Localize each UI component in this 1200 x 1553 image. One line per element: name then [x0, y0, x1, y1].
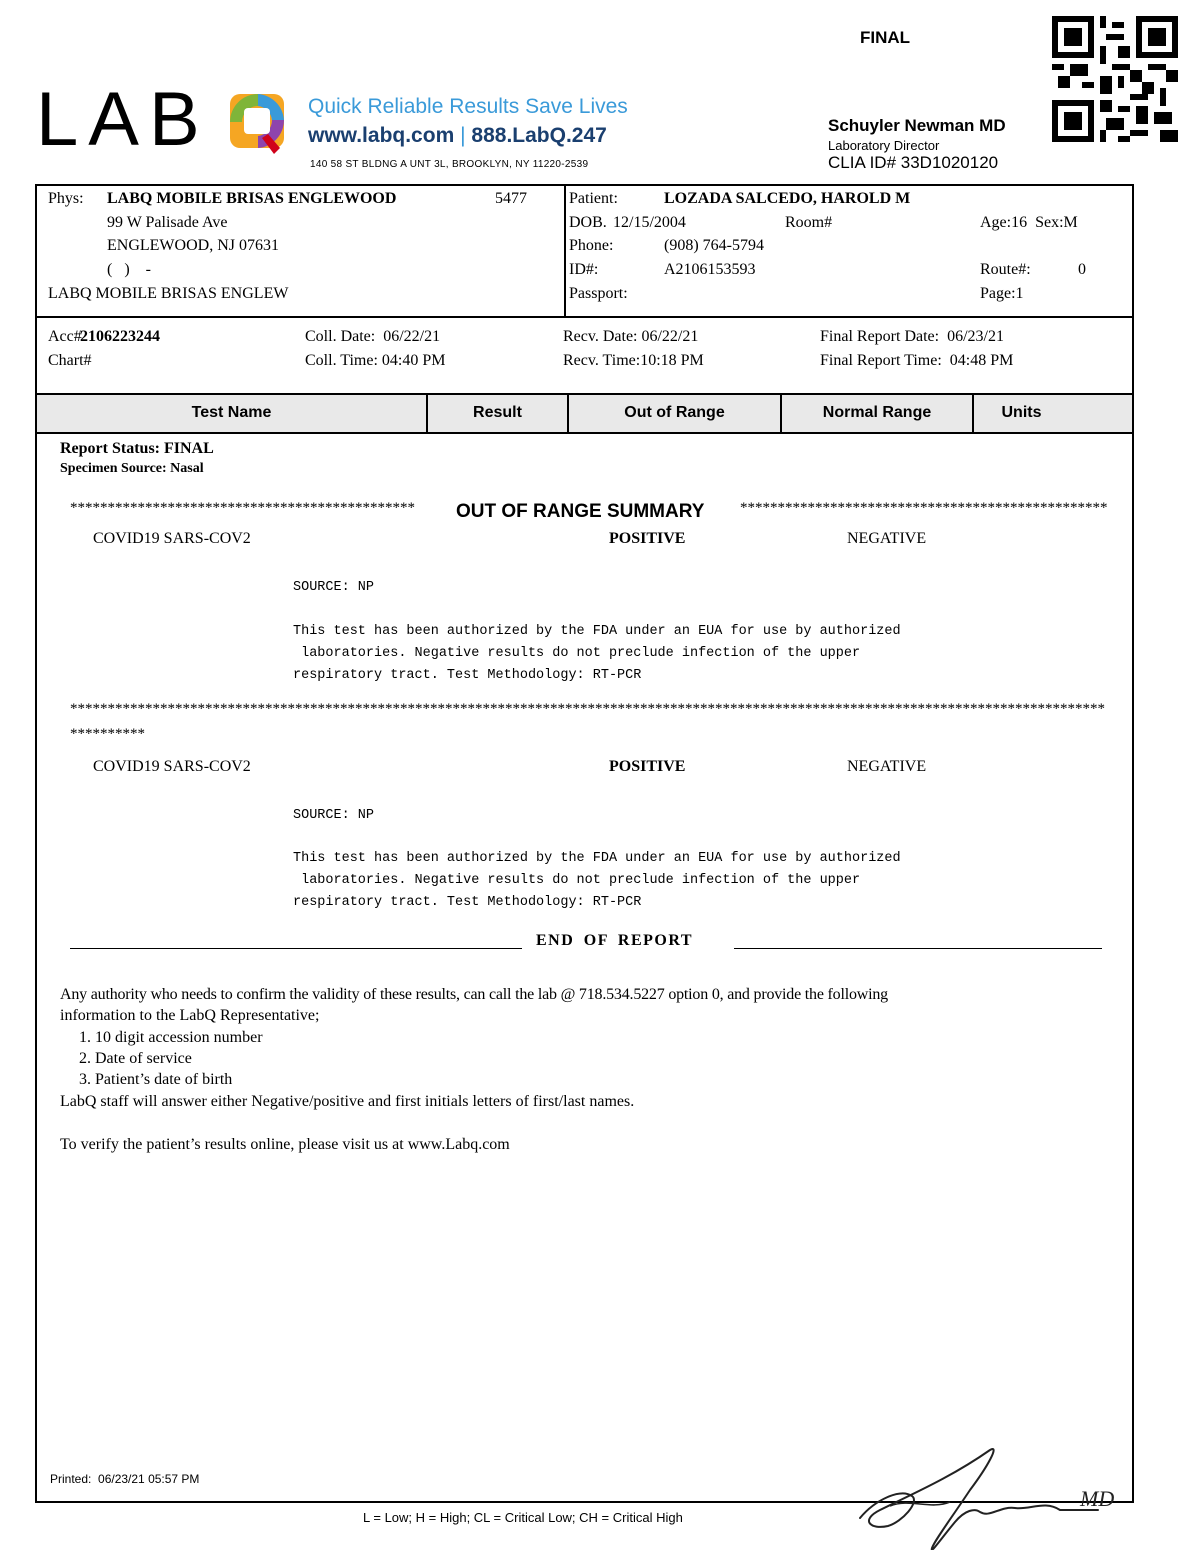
verification-item: 2. Date of service [79, 1050, 192, 1067]
report-status-final: FINAL [860, 28, 911, 47]
dob-label: DOB. [569, 214, 607, 231]
phone-label: Phone: [569, 237, 614, 254]
collection-date: Coll. Date: 06/22/21 [305, 328, 441, 345]
report-status: Report Status: FINAL [60, 440, 214, 457]
patient-id: A2106153593 [664, 261, 756, 278]
divider [35, 432, 1134, 434]
end-rule-right [734, 948, 1102, 949]
test-name: COVID19 SARS-COV2 [93, 530, 251, 547]
physician-phone: ( ) - [107, 261, 151, 278]
verification-item: 3. Patient’s date of birth [79, 1071, 233, 1088]
accession-label: Acc# [48, 328, 82, 345]
received-date: Recv. Date: 06/22/21 [563, 328, 699, 345]
route-value: 0 [1078, 261, 1086, 278]
final-report-time: Final Report Time: 04:48 PM [820, 352, 1014, 369]
out-of-range-value: POSITIVE [609, 758, 686, 775]
test-name: COVID19 SARS-COV2 [93, 758, 251, 775]
age-sex: Age:16 Sex:M [980, 214, 1078, 231]
patient-name: LOZADA SALCEDO, HAROLD M [664, 190, 911, 207]
physician-location: LABQ MOBILE BRISAS ENGLEW [48, 285, 289, 302]
column-test-name: Test Name [191, 404, 272, 421]
normal-range-value: NEGATIVE [847, 530, 927, 547]
specimen-source: Specimen Source: Nasal [60, 461, 204, 476]
patient-phone: (908) 764-5794 [664, 237, 764, 254]
result-comment-line: respiratory tract. Test Methodology: RT-PCR [293, 895, 642, 910]
verification-text: LabQ staff will answer either Negative/positive and first initials letters of first/last names. [60, 1093, 635, 1110]
column-result: Result [473, 404, 522, 421]
column-normal-range: Normal Range [822, 404, 932, 421]
star-separator: ********************************************** [70, 500, 415, 516]
star-separator: ************************************************* [740, 500, 1108, 516]
lab-phone: 888.LabQ.247 [471, 124, 607, 147]
lab-address: 140 58 ST BLDNG A UNT 3L, BROOKLYN, NY 11220-2539 [310, 159, 589, 170]
end-rule-left [70, 948, 522, 949]
physician-name: LABQ MOBILE BRISAS ENGLEWOOD [107, 190, 397, 207]
divider [35, 316, 1134, 318]
labq-logo-text: LAB [36, 77, 210, 162]
column-units: Units [1001, 404, 1042, 421]
column-out-of-range: Out of Range [624, 404, 725, 421]
physician-label: Phys: [48, 190, 84, 207]
out-of-range-value: POSITIVE [609, 530, 686, 547]
dob-value: 12/15/2004 [613, 214, 686, 231]
id-label: ID#: [569, 261, 599, 278]
final-report-date: Final Report Date: 06/23/21 [820, 328, 1004, 345]
out-of-range-summary-heading: OUT OF RANGE SUMMARY [456, 501, 705, 522]
printed-timestamp: Printed: 06/23/21 05:57 PM [50, 1472, 200, 1486]
room-label: Room# [785, 214, 833, 231]
route-label: Route#: [980, 261, 1031, 278]
result-comment-line: respiratory tract. Test Methodology: RT-PCR [293, 668, 642, 683]
received-time: Recv. Time:10:18 PM [563, 352, 704, 369]
result-comment-line: laboratories. Negative results do not preclude infection of the upper [293, 646, 861, 661]
website-phone-line [308, 124, 607, 148]
director-name: Schuyler Newman MD [828, 116, 1006, 135]
labq-logo-q-icon [228, 92, 292, 156]
page-number: Page:1 [980, 285, 1024, 302]
accession-number: 2106223244 [80, 328, 160, 345]
star-separator: ********** [70, 726, 145, 742]
online-verification-text: To verify the patient’s results online, please visit us at www.Labq.com [60, 1136, 510, 1153]
physician-address1: 99 W Palisade Ave [107, 214, 228, 231]
star-separator: ****************************************************************************************************************************************** [70, 701, 1105, 717]
patient-label: Patient: [569, 190, 618, 207]
result-comment-line: This test has been authorized by the FDA under an EUA for use by authorized [293, 624, 901, 639]
result-comment-line: laboratories. Negative results do not preclude infection of the upper [293, 873, 861, 888]
chart-label: Chart# [48, 352, 92, 369]
verification-text: information to the LabQ Representative; [60, 1007, 320, 1024]
website-link[interactable]: www.labq.com [308, 124, 455, 147]
qr-code [1052, 16, 1178, 142]
signature-suffix: MD [1080, 1486, 1115, 1511]
clia-id: CLIA ID# 33D1020120 [828, 153, 999, 172]
report-frame [35, 184, 1134, 1503]
verification-item: 1. 10 digit accession number [79, 1029, 263, 1046]
passport-label: Passport: [569, 285, 628, 302]
director-signature [840, 1440, 1140, 1550]
collection-time: Coll. Time: 04:40 PM [305, 352, 446, 369]
tagline: Quick Reliable Results Save Lives [308, 95, 628, 118]
physician-address2: ENGLEWOOD, NJ 07631 [107, 237, 279, 254]
result-comment-line: This test has been authorized by the FDA under an EUA for use by authorized [293, 851, 901, 866]
end-of-report: END OF REPORT [536, 932, 694, 949]
divider [564, 186, 566, 317]
range-legend: L = Low; H = High; CL = Critical Low; CH = Critical High [363, 1510, 683, 1525]
physician-code: 5477 [495, 190, 527, 207]
normal-range-value: NEGATIVE [847, 758, 927, 775]
verification-text: Any authority who needs to confirm the validity of these results, can call the lab @ 718.534.5227 option 0, and provide the following [60, 986, 888, 1003]
director-title: Laboratory Director [828, 138, 940, 153]
result-source: SOURCE: NP [293, 808, 375, 823]
result-source: SOURCE: NP [293, 580, 375, 595]
separator: | [460, 124, 466, 147]
